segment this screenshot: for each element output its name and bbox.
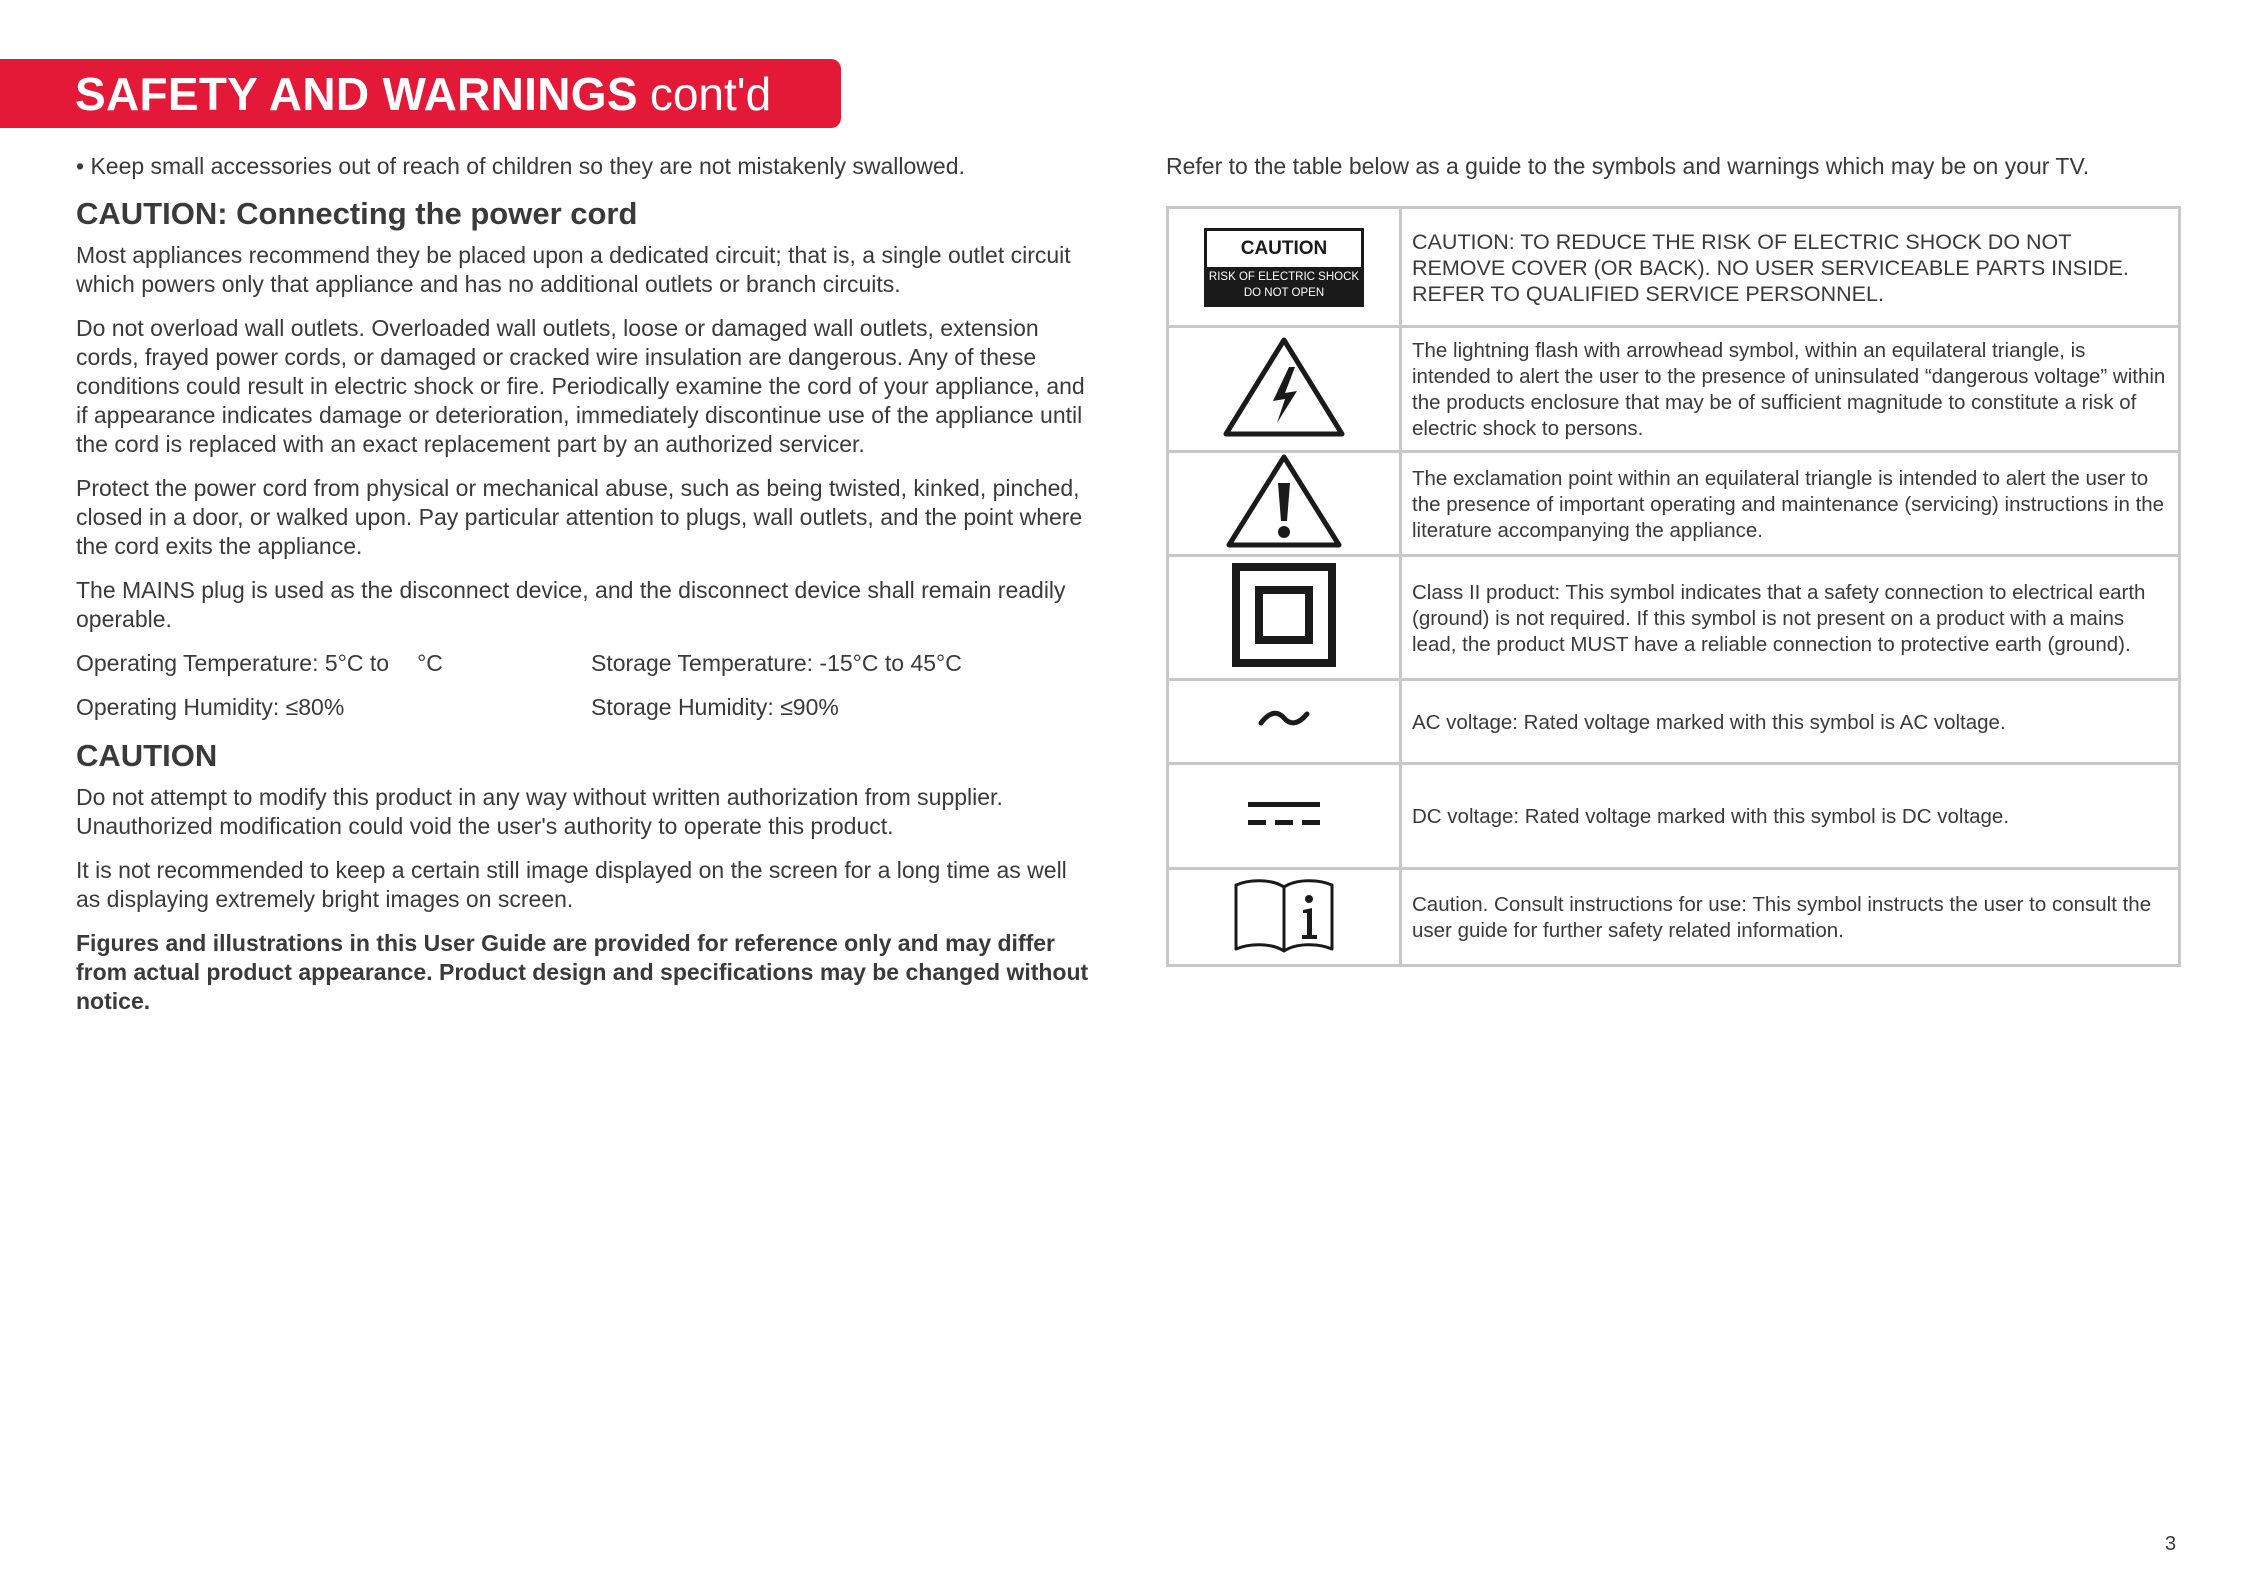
symbol-description: CAUTION: TO REDUCE THE RISK OF ELECTRIC SHOCK DO NOT REMOVE COVER (OR BACK). NO USER SERVICEABLE PARTS INSIDE. REFER TO QUALIFIED SERVICE PERSONNEL. <box>1401 208 2180 327</box>
symbol-description: The lightning flash with arrowhead symbol, within an equilateral triangle, is intended to alert the user to the presence of uninsulated “dangerous voltage” within the products enclosure that may be of sufficient magnitude to constitute a risk of electric shock to persons. <box>1401 327 2180 452</box>
symbol-description: Class II product: This symbol indicates that a safety connection to electrical earth (ground) is not required. If this symbol is not present on a product with a mains lead, the product MUST have a reliable connection to protective earth (ground). <box>1401 556 2180 680</box>
table-intro: Refer to the table below as a guide to the symbols and warnings which may be on your TV. <box>1166 153 2090 179</box>
operating-humidity: Operating Humidity: ≤80% <box>76 694 345 720</box>
symbol-description: Caution. Consult instructions for use: This symbol instructs the user to consult the user guide for further safety related information. <box>1401 869 2180 966</box>
info-book-icon <box>1232 877 1336 953</box>
paragraph-still-image: It is not recommended to keep a certain still image displayed on the screen for a long time as well as displaying extremely bright images on screen. <box>76 857 1067 912</box>
paragraph-modify: Do not attempt to modify this product in any way without written authorization from supplier. Unauthorized modification could void the user's authority to operate this product. <box>76 784 1003 839</box>
symbol-description: AC voltage: Rated voltage marked with this symbol is AC voltage. <box>1401 680 2180 764</box>
table-row <box>1168 208 2180 327</box>
exclamation-triangle-icon <box>1225 453 1343 549</box>
banner-cont: cont'd <box>649 67 772 120</box>
caution-heading: CAUTION <box>76 738 218 773</box>
lightning-triangle-icon <box>1221 335 1347 439</box>
table-row <box>1168 327 2180 452</box>
table-row <box>1168 869 2180 966</box>
symbols-table <box>1166 206 2181 967</box>
table-row <box>1168 452 2180 556</box>
left-column <box>76 152 1096 1016</box>
power-cord-heading: CAUTION: Connecting the power cord <box>76 196 638 231</box>
paragraph-overload: Do not overload wall outlets. Overloaded wall outlets, loose or damaged wall outlets, extension cords, frayed power cords, or damaged or cracked wire insulation are dangerous. Any of these conditions could result in electric shock or fire. Periodically examine the cord of your appliance, and if appearance indicates damage or deterioration, immediately discontinue use of the appliance until the cord is replaced with an exact replacement part by an authorized servicer. <box>76 315 1085 457</box>
symbol-description: DC voltage: Rated voltage marked with this symbol is DC voltage. <box>1401 764 2180 869</box>
operating-temperature: Operating Temperature: 5°C to °C <box>76 650 443 676</box>
table-row <box>1168 764 2180 869</box>
page-number: 3 <box>2165 1533 2177 1555</box>
storage-humidity: Storage Humidity: ≤90% <box>591 694 839 720</box>
paragraph-dedicated-circuit: Most appliances recommend they be placed upon a dedicated circuit; that is, a single outlet circuit which powers only that appliance and has no additional outlets or branch circuits. <box>76 242 1071 297</box>
dc-voltage-icon <box>1246 800 1322 828</box>
paragraph-protect-cord: Protect the power cord from physical or mechanical abuse, such as being twisted, kinked, pinched, closed in a door, or walked upon. Pay particular attention to plugs, wall outlets, and the point where the cord exits the appliance. <box>76 475 1083 559</box>
section-banner <box>0 59 841 128</box>
humidity-row <box>76 693 1096 722</box>
banner-title: SAFETY AND WARNINGS <box>75 67 638 120</box>
reference-note: Figures and illustrations in this User Guide are provided for reference only and may differ from actual product appearance. Product design and specifications may be changed without notice. <box>76 930 1089 1014</box>
table-row <box>1168 680 2180 764</box>
symbol-description: The exclamation point within an equilateral triangle is intended to alert the user to the presence of important operating and maintenance (servicing) instructions in the literature accompanying the appliance. <box>1401 452 2180 556</box>
storage-temperature: Storage Temperature: -15°C to 45°C <box>591 650 962 676</box>
class-ii-square-icon <box>1232 563 1336 667</box>
table-row <box>1168 556 2180 680</box>
caution-label-icon: CAUTION RISK OF ELECTRIC SHOCK DO NOT OPEN <box>1204 228 1364 307</box>
temperature-row <box>76 649 1096 678</box>
accessories-bullet: • Keep small accessories out of reach of children so they are not mistakenly swallowed. <box>76 153 965 179</box>
paragraph-mains-plug: The MAINS plug is used as the disconnect device, and the disconnect device shall remain readily operable. <box>76 577 1066 632</box>
ac-voltage-icon <box>1258 709 1310 729</box>
